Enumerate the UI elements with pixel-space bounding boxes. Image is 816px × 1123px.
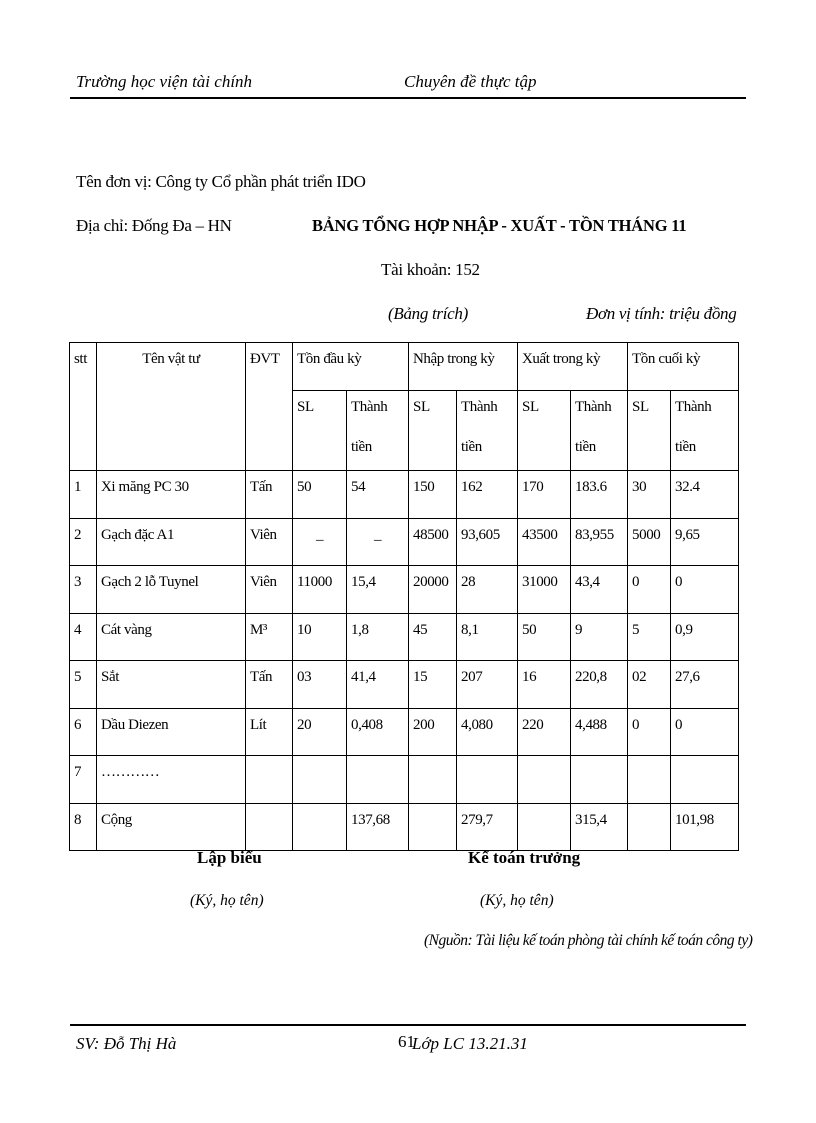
closing-qty: 5 <box>628 613 671 661</box>
receipt-qty: 15 <box>409 661 457 709</box>
issue-amount <box>571 756 628 804</box>
row-stt: 2 <box>70 518 97 566</box>
sub-amount-line1: Thành <box>575 399 612 415</box>
report-title: BẢNG TỔNG HỢP NHẬP - XUẤT - TỒN THÁNG 11 <box>312 216 687 235</box>
receipt-amount: 207 <box>457 661 518 709</box>
row-item-name: Cát vàng <box>97 613 246 661</box>
row-stt: 5 <box>70 661 97 709</box>
table-row <box>70 518 739 566</box>
opening-amount: 137,68 <box>347 803 409 851</box>
closing-qty: 5000 <box>628 518 671 566</box>
table-row <box>70 566 739 614</box>
receipt-qty: 20000 <box>409 566 457 614</box>
row-stt: 3 <box>70 566 97 614</box>
issue-amount: 9 <box>571 613 628 661</box>
row-item-name: Dầu Diezen <box>97 708 246 756</box>
opening-amount: 1,8 <box>347 613 409 661</box>
page-number: 61 <box>398 1032 415 1051</box>
opening-qty: 11000 <box>293 566 347 614</box>
closing-amount: 0,9 <box>671 613 739 661</box>
row-stt: 1 <box>70 471 97 519</box>
table-row <box>70 471 739 519</box>
unit-name: Tên đơn vị: Công ty Cổ phần phát triển IDO <box>76 172 366 191</box>
excerpt-note: (Bảng trích) <box>388 304 468 323</box>
row-stt: 7 <box>70 756 97 804</box>
receipt-amount: 279,7 <box>457 803 518 851</box>
sub-amount-line1: Thành <box>351 399 388 415</box>
table-row <box>70 708 739 756</box>
row-unit <box>246 803 293 851</box>
chief-accountant-sign: (Ký, họ tên) <box>480 892 554 909</box>
header-receipts: Nhập trong kỳ <box>409 343 518 391</box>
receipt-amount: 4,080 <box>457 708 518 756</box>
issue-qty: 170 <box>518 471 571 519</box>
row-item-name: Cộng <box>97 803 246 851</box>
issue-amount: 83,955 <box>571 518 628 566</box>
receipt-qty: 150 <box>409 471 457 519</box>
closing-qty <box>628 803 671 851</box>
row-item-name: Xi măng PC 30 <box>97 471 246 519</box>
opening-amount: 0,408 <box>347 708 409 756</box>
issue-qty: 220 <box>518 708 571 756</box>
source-note: (Nguồn: Tài liệu kế toán phòng tài chính kế toán công ty) <box>424 932 753 949</box>
closing-amount <box>671 756 739 804</box>
row-stt: 6 <box>70 708 97 756</box>
footer-student: SV: Đỗ Thị Hà <box>76 1034 177 1053</box>
issue-qty: 43500 <box>518 518 571 566</box>
header-stt: stt <box>70 343 97 471</box>
issue-amount: 183.6 <box>571 471 628 519</box>
closing-amount: 101,98 <box>671 803 739 851</box>
header-issues: Xuất trong kỳ <box>518 343 628 391</box>
receipt-qty: 48500 <box>409 518 457 566</box>
row-unit <box>246 756 293 804</box>
sub-amount <box>347 391 409 471</box>
sub-qty: SL <box>628 391 671 471</box>
opening-qty: 10 <box>293 613 347 661</box>
closing-amount: 32.4 <box>671 471 739 519</box>
opening-qty <box>293 803 347 851</box>
prepared-by-sign: (Ký, họ tên) <box>190 892 264 909</box>
receipt-qty: 200 <box>409 708 457 756</box>
sub-amount-line2: tiền <box>575 439 596 455</box>
issue-amount: 43,4 <box>571 566 628 614</box>
opening-amount <box>347 756 409 804</box>
opening-qty: _ <box>293 518 347 566</box>
sub-amount <box>457 391 518 471</box>
unit-of-measure: Đơn vị tính: triệu đồng <box>586 304 737 323</box>
header-school: Trường học viện tài chính <box>76 72 253 91</box>
closing-qty: 30 <box>628 471 671 519</box>
sub-amount <box>571 391 628 471</box>
closing-amount: 27,6 <box>671 661 739 709</box>
receipt-amount: 28 <box>457 566 518 614</box>
row-unit: Tấn <box>246 471 293 519</box>
row-stt: 4 <box>70 613 97 661</box>
row-item-name: Gạch 2 lỗ Tuynel <box>97 566 246 614</box>
header-row-groups <box>70 343 739 391</box>
receipt-amount: 93,605 <box>457 518 518 566</box>
prepared-by-title: Lập biểu <box>197 848 262 867</box>
footer-class: Lớp LC 13.21.31 <box>412 1034 528 1053</box>
footer-rule <box>70 1024 746 1026</box>
closing-qty <box>628 756 671 804</box>
account-number: Tài khoản: 152 <box>381 260 480 279</box>
table-row <box>70 756 739 804</box>
issue-amount: 4,488 <box>571 708 628 756</box>
receipt-amount: 162 <box>457 471 518 519</box>
table-row <box>70 803 739 851</box>
issue-qty <box>518 756 571 804</box>
sub-amount <box>671 391 739 471</box>
sub-amount-line2: tiền <box>675 439 696 455</box>
closing-qty: 0 <box>628 708 671 756</box>
closing-amount: 9,65 <box>671 518 739 566</box>
row-unit: M³ <box>246 613 293 661</box>
address: Địa chỉ: Đống Đa – HN <box>76 216 232 235</box>
issue-qty: 50 <box>518 613 571 661</box>
closing-qty: 0 <box>628 566 671 614</box>
row-unit: Viên <box>246 518 293 566</box>
receipt-qty: 45 <box>409 613 457 661</box>
header-unit: ĐVT <box>246 343 293 471</box>
issue-qty: 31000 <box>518 566 571 614</box>
header-closing-balance: Tồn cuối kỳ <box>628 343 739 391</box>
sub-qty: SL <box>518 391 571 471</box>
opening-amount: 41,4 <box>347 661 409 709</box>
closing-amount: 0 <box>671 708 739 756</box>
header-opening-balance: Tồn đầu kỳ <box>293 343 409 391</box>
sub-amount-line2: tiền <box>351 439 372 455</box>
inventory-summary-table <box>69 342 739 851</box>
chief-accountant-title: Kế toán trưởng <box>468 848 581 867</box>
opening-qty <box>293 756 347 804</box>
opening-qty: 50 <box>293 471 347 519</box>
opening-amount: 15,4 <box>347 566 409 614</box>
closing-qty: 02 <box>628 661 671 709</box>
row-unit: Tấn <box>246 661 293 709</box>
opening-amount: 54 <box>347 471 409 519</box>
row-item-name: Gạch đặc A1 <box>97 518 246 566</box>
sub-amount-line1: Thành <box>675 399 712 415</box>
issue-qty <box>518 803 571 851</box>
row-unit: Lít <box>246 708 293 756</box>
row-item-name: Sắt <box>97 661 246 709</box>
table-body <box>70 471 739 851</box>
receipt-qty <box>409 756 457 804</box>
receipt-amount <box>457 756 518 804</box>
row-item-name: ………… <box>97 756 246 804</box>
issue-amount: 315,4 <box>571 803 628 851</box>
sub-amount-line1: Thành <box>461 399 498 415</box>
opening-qty: 03 <box>293 661 347 709</box>
table-row <box>70 613 739 661</box>
opening-qty: 20 <box>293 708 347 756</box>
sub-amount-line2: tiền <box>461 439 482 455</box>
sub-qty: SL <box>409 391 457 471</box>
header-rule <box>70 97 746 99</box>
issue-amount: 220,8 <box>571 661 628 709</box>
receipt-qty <box>409 803 457 851</box>
header-topic: Chuyên đề thực tập <box>404 72 537 91</box>
row-unit: Viên <box>246 566 293 614</box>
closing-amount: 0 <box>671 566 739 614</box>
receipt-amount: 8,1 <box>457 613 518 661</box>
opening-amount: _ <box>347 518 409 566</box>
issue-qty: 16 <box>518 661 571 709</box>
row-stt: 8 <box>70 803 97 851</box>
sub-qty: SL <box>293 391 347 471</box>
table-row <box>70 661 739 709</box>
header-item-name: Tên vật tư <box>97 343 246 471</box>
